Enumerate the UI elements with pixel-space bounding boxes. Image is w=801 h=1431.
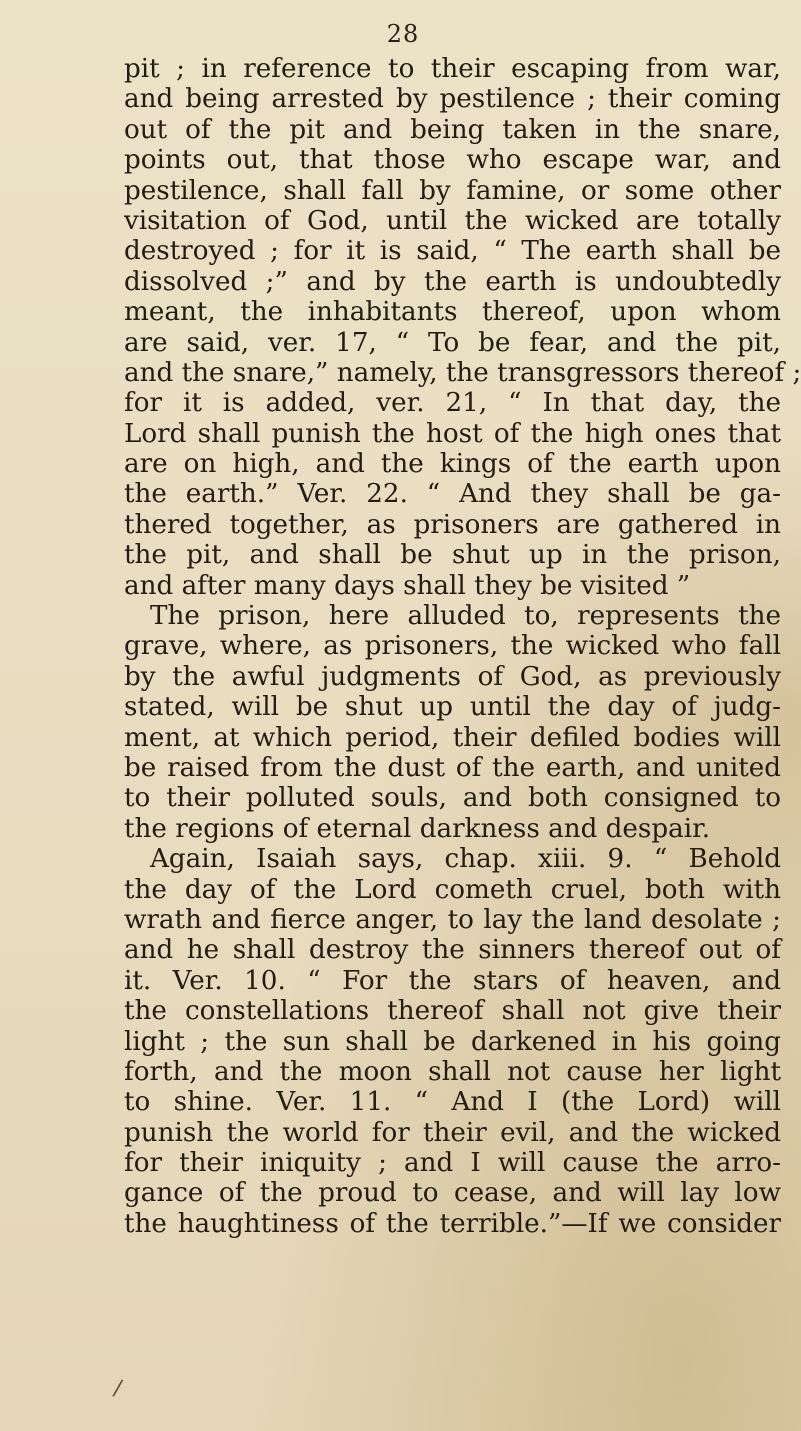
text-line: points out, that those who escape war, and (124, 145, 781, 176)
text-line: to shine. Ver. 11. “ And I (the Lord) will (124, 1087, 781, 1118)
page-number: 28 (386, 20, 420, 48)
text-line: are on high, and the kings of the earth upon (124, 449, 781, 480)
text-line: are said, ver. 17, “ To be fear, and the pit, (124, 327, 781, 358)
text-line: and the snare,” namely, the transgressors thereof ; (124, 357, 801, 388)
text-line: light ; the sun shall be darkened in his going (124, 1026, 781, 1057)
text-line: destroyed ; for it is said, “ The earth shall be (124, 236, 781, 267)
text-line: Again, Isaiah says, chap. xiii. 9. “ Behold (150, 844, 781, 875)
text-line: gance of the proud to cease, and will lay low (124, 1178, 781, 1209)
text-line: the haughtiness of the terrible.”—If we consider (124, 1208, 781, 1239)
text-line: to their polluted souls, and both consigned to (124, 783, 781, 814)
body-text (124, 54, 801, 1239)
text-line: and after many days shall they be visited ” (124, 570, 691, 601)
text-line: stated, will be shut up until the day of judg- (124, 692, 781, 723)
text-line: punish the world for their evil, and the wicked (124, 1117, 781, 1148)
text-line: for their iniquity ; and I will cause the arro- (124, 1148, 781, 1179)
text-line: be raised from the dust of the earth, and united (124, 752, 781, 783)
text-line: thered together, as prisoners are gathered in (124, 509, 781, 540)
text-line: out of the pit and being taken in the snare, (124, 114, 781, 145)
stray-ink-mark: / (111, 1375, 124, 1402)
text-line: and being arrested by pestilence ; their coming (124, 84, 781, 115)
text-line: visitation of God, until the wicked are totally (124, 205, 781, 236)
text-line: pit ; in reference to their escaping from war, (124, 54, 781, 84)
text-line: pestilence, shall fall by famine, or some other (124, 175, 781, 206)
text-line: it. Ver. 10. “ For the stars of heaven, and (124, 965, 781, 996)
text-line: Lord shall punish the host of the high ones that (124, 418, 781, 449)
text-line: The prison, here alluded to, represents the (150, 601, 781, 632)
text-line: the day of the Lord cometh cruel, both with (124, 874, 781, 905)
text-line: the regions of eternal darkness and despair. (124, 813, 711, 844)
text-line: wrath and fierce anger, to lay the land desolate ; (124, 904, 781, 935)
text-line: forth, and the moon shall not cause her light (124, 1056, 781, 1087)
text-line: by the awful judgments of God, as previously (124, 661, 781, 692)
text-line: and he shall destroy the sinners thereof out of (124, 935, 781, 966)
text-line: the pit, and shall be shut up in the prison, (124, 540, 781, 571)
text-line: ment, at which period, their defiled bodies will (124, 722, 781, 753)
text-line: the constellations thereof shall not give their (124, 996, 781, 1027)
text-line: the earth.” Ver. 22. “ And they shall be ga- (124, 479, 781, 510)
text-line: grave, where, as prisoners, the wicked who fall (124, 631, 781, 662)
text-line: for it is added, ver. 21, “ In that day, the (124, 388, 781, 419)
text-line: meant, the inhabitants thereof, upon whom (124, 297, 781, 328)
text-line: dissolved ;” and by the earth is undoubtedly (124, 266, 781, 297)
